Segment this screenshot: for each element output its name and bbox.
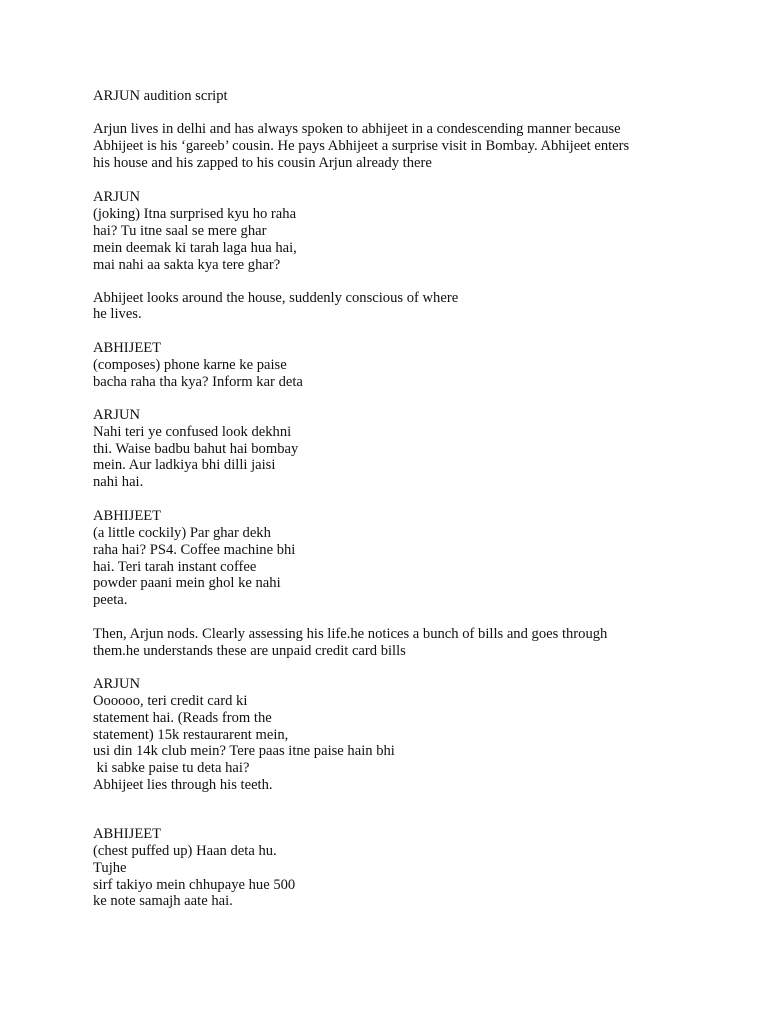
dialogue-line: mai nahi aa sakta kya tere ghar?	[93, 257, 281, 273]
dialogue-line: statement hai. (Reads from the	[93, 710, 272, 726]
intro-line: Abhijeet is his ‘gareeb’ cousin. He pays Abhijeet a surprise visit in Bombay. Abhijeet enters	[93, 138, 630, 154]
speaker-name: ARJUN	[93, 407, 141, 423]
speaker-name: ABHIJEET	[93, 826, 162, 842]
dialogue-line: (a little cockily) Par ghar dekh	[93, 525, 271, 541]
speaker-name: ARJUN	[93, 189, 141, 205]
page-title: ARJUN audition script	[93, 88, 228, 104]
dialogue-line: nahi hai.	[93, 474, 144, 490]
dialogue-line: (joking) Itna surprised kyu ho raha	[93, 206, 297, 222]
dialogue-line: raha hai? PS4. Coffee machine bhi	[93, 542, 296, 558]
intro-line: Arjun lives in delhi and has always spoken to abhijeet in a condescending manner because	[93, 121, 621, 137]
dialogue-line: mein deemak ki tarah laga hua hai,	[93, 240, 297, 256]
action-line: Abhijeet lies through his teeth.	[93, 777, 273, 793]
dialogue-line: hai? Tu itne saal se mere ghar	[93, 223, 267, 239]
action-line: Abhijeet looks around the house, suddenly conscious of where	[93, 290, 459, 306]
dialogue-line: (chest puffed up) Haan deta hu.	[93, 843, 277, 859]
dialogue-line: Oooooo, teri credit card ki	[93, 693, 248, 709]
dialogue-line: ke note samajh aate hai.	[93, 893, 233, 909]
speaker-name: ARJUN	[93, 676, 141, 692]
intro-line: his house and his zapped to his cousin Arjun already there	[93, 155, 432, 171]
dialogue-line: peeta.	[93, 592, 128, 608]
speaker-name: ABHIJEET	[93, 340, 162, 356]
dialogue-line: statement) 15k restaurarent mein,	[93, 727, 289, 743]
dialogue-line: mein. Aur ladkiya bhi dilli jaisi	[93, 457, 276, 473]
action-line: them.he understands these are unpaid credit card bills	[93, 643, 406, 659]
dialogue-line: Nahi teri ye confused look dekhni	[93, 424, 292, 440]
dialogue-line: powder paani mein ghol ke nahi	[93, 575, 281, 591]
dialogue-line: (composes) phone karne ke paise	[93, 357, 287, 373]
speaker-name: ABHIJEET	[93, 508, 162, 524]
dialogue-line: ki sabke paise tu deta hai?	[93, 760, 250, 776]
dialogue-line: bacha raha tha kya? Inform kar deta	[93, 374, 303, 390]
dialogue-line: sirf takiyo mein chhupaye hue 500	[93, 877, 296, 893]
action-line: he lives.	[93, 306, 142, 322]
dialogue-line: usi din 14k club mein? Tere paas itne paise hain bhi	[93, 743, 395, 759]
action-line: Then, Arjun nods. Clearly assessing his life.he notices a bunch of bills and goes through	[93, 626, 608, 642]
dialogue-line: thi. Waise badbu bahut hai bombay	[93, 441, 299, 457]
dialogue-line: Tujhe	[93, 860, 127, 876]
dialogue-line: hai. Teri tarah instant coffee	[93, 559, 257, 575]
